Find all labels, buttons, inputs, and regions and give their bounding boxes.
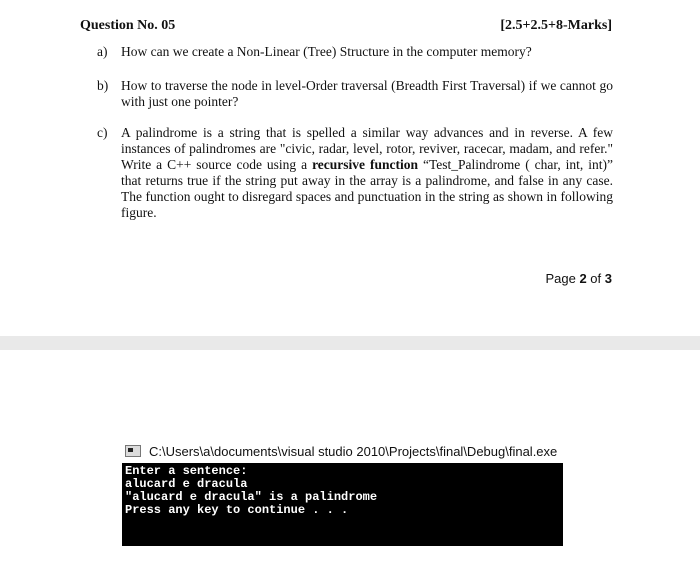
page-number-middle: of xyxy=(586,271,605,286)
part-text-end: “Test_Palindrome ( char, int, int)” that returns true if the string put away in the array is a palindrome, and false in any case. The function ought to disregard spaces and punctuation in the string as shown in following figure. xyxy=(121,157,613,220)
console-line: alucard e dracula xyxy=(125,477,248,491)
console-window-icon xyxy=(125,445,141,457)
page-number-total: 3 xyxy=(604,271,612,286)
console-output xyxy=(122,463,563,546)
question-part-a xyxy=(97,44,613,60)
console-title-bar xyxy=(125,440,565,462)
question-part-b xyxy=(97,78,613,110)
console-title: C:\Users\a\documents\visual studio 2010\Projects\final\Debug\final.exe xyxy=(149,443,558,459)
console-line: Enter a sentence: xyxy=(125,464,248,478)
part-label: a) xyxy=(97,44,108,59)
question-header xyxy=(80,18,612,38)
part-label: c) xyxy=(97,125,108,140)
part-text: How can we create a Non-Linear (Tree) Structure in the computer memory? xyxy=(121,44,532,59)
part-text-bold: recursive function xyxy=(312,157,419,172)
console-line: Press any key to continue . . . xyxy=(125,503,349,517)
console-line: "alucard e dracula" is a palindrome xyxy=(125,490,378,504)
question-part-c xyxy=(97,125,613,221)
part-text: How to traverse the node in level-Order traversal (Breadth First Traversal) if we cannot go with just one pointer? xyxy=(121,78,613,109)
page-number xyxy=(545,271,612,286)
page-number-prefix: Page xyxy=(545,271,580,286)
page-number-current: 2 xyxy=(579,271,587,286)
part-text-start: A palindrome is a string that is spelled a similar way advances and in reverse. A few instances of palindromes are "civic, radar, level, rotor, reviver, racecar, madam, and refer." Write a C++ source code using a xyxy=(121,125,613,172)
question-marks: [2.5+2.5+8-Marks] xyxy=(500,18,612,33)
part-text xyxy=(121,125,613,221)
part-label: b) xyxy=(97,78,109,93)
question-title: Question No. 05 xyxy=(80,18,176,33)
